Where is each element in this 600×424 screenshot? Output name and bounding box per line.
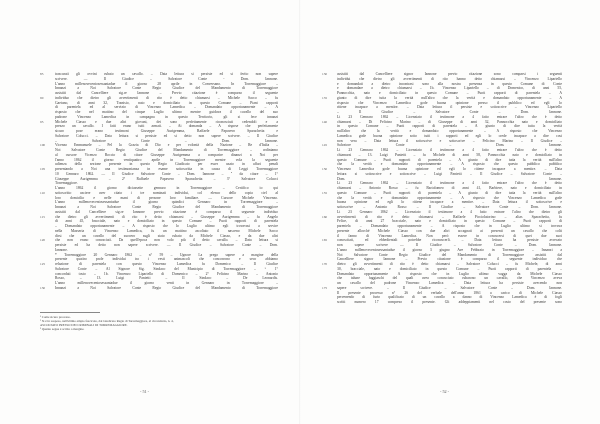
line-text: Salvatore Conte – Al Signore Sig. Sindaco del Municipio di Torremaggiore – ³ 1°: [55, 266, 278, 271]
line-number: 110: [40, 190, 45, 195]
line-number: 115: [40, 214, 45, 219]
line-text: conoscitati, ed ebbedientali potrebbe riconoscerli. – Data lettura ha persiste avrecato: [337, 238, 562, 243]
line-text: chiamarsi – Di Felicino Marino – di Giuseppe di anni 32, Pannocchia nato e domiciliato: [337, 119, 562, 124]
line-number: 105: [40, 167, 46, 171]
line-text: scritti numero 17 compreso il presente. Gli addeppiamenti nel costo del presente sono: [337, 300, 562, 304]
line-text: nella Masseria di Vincenzo Lamedica, fu un mattino ascoltato il nasceno Michele Sacco: [55, 228, 278, 233]
line-text: Lamedica gode buona opinione sotto tutti i rapporti ed egli lo crede incapace a dire cosi: [337, 133, 562, 138]
line-text: in questo Comune – Puoti rapporti di parentela – A giunto di dire tutta la verità: [337, 124, 562, 129]
line-text: non sapere scrivere — Il Giudice – Salvatore Conte – Dom. Iannone.: [337, 243, 562, 247]
text-line: [40, 286, 278, 291]
line-text: pervenendo di furto qualificato di un cavallo a danno di Vincenzo Lamedica è di fogli: [337, 295, 562, 300]
line-text: Vincenzo Lamedica gode buona opinione ed egli lo ritiene incapace a mentire. – Data: [337, 167, 562, 171]
line-text: sottoscritto usciere aver citato i tre nominati individui, col elenco dello copia ciel al: [55, 190, 278, 195]
line-text: Felice, di anni 27 bracciale, nato e domiciliato in questo Comune – Puoti rapporti di: [337, 219, 562, 224]
line-number: 165: [322, 238, 328, 243]
text-line: [322, 300, 562, 305]
line-text: che la verità e domandato opportunamente – A risposto che Vincenzo Lamedica gode: [337, 195, 562, 200]
line-number: 135: [322, 95, 328, 100]
line-number: 145: [322, 143, 328, 148]
line-text: ritiene incapace a mentire. – Data lettura il persiste e sottoscrive – Vincenzo Lipariello: [337, 105, 562, 110]
line-text: Domandato opportunamente A risposto che in Luglio ultimo vagga da Michele Ciasso: [337, 271, 562, 276]
line-text: Michele Ciasso e due altri giovani, dei sono perfettamente riconosciuti cedendoli e a: [55, 119, 278, 124]
line-text: un cavallo del padrone Vincenzo Lamedica – Data lettura ha persiste avecendo non: [337, 281, 562, 285]
line-text: buona opinione ed egli lo ritiene incapace a mentire. – Data lettura il sottoscrive e: [337, 200, 562, 205]
line-text: assistiti dal Cancelliere signor Iannone previo citazione sono comparsi i seguenti: [337, 72, 562, 76]
line-text: presente allorché Michele Ciasso con due altri accagnati ai presenti un cavallo che colti: [337, 228, 562, 233]
line-text: individui che dietro gli avvertimenti di rito hanno detto chiamarsi – Vincenzo Lipariello: [337, 76, 562, 81]
line-number: 120: [40, 238, 46, 243]
line-text: Pannocchia, nato e domiciliato in questo Comune – Puoti rapporti di parentela – A: [337, 91, 562, 95]
line-number: 90: [40, 95, 44, 100]
line-text: di anni 45, bracciale, nato e domiciliato in questo Comune – Puoti rapporti di parentela: [55, 219, 278, 224]
line-text: Noi Salvatore Conte Regio Giudice del Mandamento di Torremaggiore – ordiniamo: [55, 148, 278, 152]
footnote: ² Si è in sospeso, nell'ultimo ampio fascicolo, dal Giudicato Regio di Torremaggiore, al circondario, n. 4,: [40, 319, 174, 324]
line-text: Li 23 Gennaro 1862 – Licenziato il testimone a 4 fatto entrare l'altro che è detto: [337, 148, 562, 152]
line-text: sapere scrivere. – Il Giudice – Salvatore Conte – Dom. Iannone.: [337, 285, 562, 290]
line-text: risposto che nel mattino del cinque Luglio ultimo mentre guidava il cavallo del suo: [55, 110, 278, 114]
line-text: questo Comune – Puoti rapporti di parentela – A giunto di dire tutta la verità null'altro: [337, 157, 562, 162]
line-text: concordati tosto – 1b. Vincenzo Lipariello di Domenico – 2° Felicino Marino – Antonio: [55, 271, 278, 276]
line-number: 160: [322, 214, 328, 219]
line-text: Li 23 Gennaro 1862 – Licenziato il testimone a 4 fatto entrare l'altro che dietro gli: [337, 209, 562, 214]
line-text: null'altro che la verità e domandato opportunamente – A risposto che Vincenzo: [337, 129, 562, 133]
line-text: sicuro pose erano testimoni Giuseppe Aurigemma, Raffaele Papavero Sparachetta e: [55, 129, 278, 133]
line-text: Torremaggiore.: [55, 181, 78, 186]
line-text: che dietro gli avvertimenti di rito è detto chiamarsi – Giuseppe Aurigemma – fu Angelo: [55, 214, 278, 219]
line-number: 125: [40, 262, 46, 266]
line-text: Vicenzo Emmanuele – Pel la Grazia di Dio e per volontà della Nazione – Re d'Italia –: [55, 143, 278, 148]
line-text: L'anno millenovecentosessantadue il giorno 28 aprile in Conversano. In Torremaggiore –: [55, 81, 278, 86]
line-text: e domandare a dietro chiamarsi – 1b. Vincenzo Lipariello – di Domenico, di anni 55,: [337, 86, 562, 91]
line-text: al cursore Vicenzo Roccio di citare Giuseppe Aurigemma a comparire dinanzi a Noi per: [55, 152, 278, 157]
line-number: 100: [40, 143, 46, 148]
line-text: questo Comune – Puoti rapporti di parentela – A giunto di dire tutta la verità null'altro: [337, 190, 562, 195]
line-text: risposto che Vincenzo Lamedica gode buona opinione presso il pubblico ed egli lo: [337, 100, 562, 105]
line-text: di parentela ed al servizio di Vincenzo Lamedica – Domandato opportunamente – A: [55, 105, 278, 110]
line-text: individuo che dietro gli avvertimenti di rito è detto chiamarsi – Michele Sacco – fu: [55, 95, 278, 100]
line-text: Dom. Iannone.: [337, 176, 562, 181]
footnote: ASCOLTATO PRESSO DEI CRIMINALI DI TORREMAGGIORE.: [40, 323, 128, 328]
line-text: L'anno millenovecentosessantadue il giorno 3 giugno Ave Febbraio in Torremaggiore – Innanzi a: [337, 247, 562, 252]
right-text-block: [322, 72, 562, 305]
line-text: che talune fuggiaschi del quali avea conosciuto rubarono un cavallo, che Vincenzo aveva: [337, 276, 562, 281]
line-text: dietro gli avvertimenti di rito è detto chiamarsi – Salvatore Colucci – fu Michele, di anni: [337, 262, 562, 266]
line-text: che la verità e domandato opportunamente – A risposto che questo pubblico pubblico: [337, 162, 562, 167]
line-text: padrone Vincenzo Lamedica in campagna in questo Territorio, gli si fece innanzi: [55, 114, 278, 119]
line-text: Giuseppe Aurigemma – 2° Raffaele Papavero Sparachetta – 3° Salvatore Colucci: [55, 176, 278, 181]
line-text: – Domandato opportunamente – A risposto che lo Luglio ultimo egli trovavasi a servire: [55, 224, 278, 228]
line-text: chiamarsi – Antonio Rosso – fu Bartolomeo di anni 41, Barbiere, nato e domiciliato in: [337, 186, 562, 190]
line-text: Innanzi a Noi Salvatore Conte Regio Giudice del Mandamento di Torremaggiore: [55, 86, 278, 91]
line-text: Salvatore Conte – Dom. Iannone.: [337, 143, 562, 148]
line-text: parentela – Domandato opportunamente – A risposto che in Luglio ultimo si trovava: [337, 224, 562, 228]
line-number: 150: [322, 167, 328, 171]
footnote-rule: [40, 312, 100, 313]
line-number: 170: [322, 262, 328, 266]
line-text: sottoscrive – Antonio Rosso – Il Giudice – Salvatore Conte – Dom. Iannone.: [337, 205, 562, 209]
line-text: assistiti dal Cancelliere sig.re Iannone – Previo citazione è comparso il seguente: [55, 91, 278, 95]
line-text: Rosso, – 13. Luigi Panietti – Il Sindaco – De Leonardis.: [55, 276, 278, 281]
line-text: loro domicilio e nelle mani di persone loro familiare. — Cursore Michele Vincenzo.: [55, 195, 278, 200]
footnote: ¹ Come sicuro processo.: [40, 315, 71, 319]
line-number: 95: [40, 119, 44, 124]
line-text: Noi Salvatore Conte Regio Giudice del Mandamento di Torremaggiore assistiti dal: [337, 252, 562, 257]
line-text: udienza della sezione presente in questo Regio Giudicato per esser usato in affari penali: [55, 162, 278, 167]
line-number: 140: [322, 119, 328, 124]
footnote: ³ Quanto segue è scritto a margine.: [40, 327, 85, 332]
page-number-left: - 51 -: [140, 389, 150, 394]
footnotes: [40, 315, 270, 331]
line-text: Li 23 Gennaro 1862 – Licenziato il testimone a 4 fatto entrare l'altro che è detto: [337, 114, 562, 119]
line-text: Salvatore Colucci. – Data lettura si persiste ed si detto non sapere scrivere. – Il Giudice: [55, 133, 278, 138]
line-text: chiamarsi – 13. Luigi Panietti – fu Michele di anni 58, Pannocchia nato e domiciliato in: [337, 152, 562, 157]
line-text: Li 23 Gennaro 1862 – Licenziato il testimone a 4 fatto entrare l'altro che è detto: [337, 181, 562, 186]
line-text: presente quattro prole individui tra i vesti animascoli che concorrono e seco abbiamo: [55, 257, 278, 262]
line-number: 130: [322, 72, 328, 76]
line-text: Cancelliere signor Iannone – Previo citazione è comparso il seguente individuo che: [337, 257, 562, 262]
line-text: L'anno 1862 il giorno diciassette gennaro in Torremaggiore – Certifico io qui: [55, 186, 278, 190]
line-text: prezzo un cavallo. I fatti erano tutti armati. – Ai domanda – A rispose che perfettamente: [55, 124, 278, 129]
line-text: 10 Gennaro 1862. — Il Giudice Salvatore Conte – Dom. Iannone – " da citare – 1°: [55, 171, 278, 176]
line-text: Innanzi a Noi Salvatore Conte Regio Giudice del Mandamento di Torremaggiore: [55, 285, 278, 290]
line-text: Innanzi a Noi Salvatore Conte Regio Giudice del Mandamento di Torremaggiore: [55, 205, 278, 209]
line-number: 85: [40, 72, 44, 76]
line-text: relazione di parentela con questo Vincenzo Lamedica fu Domenico – Il Giudice: [55, 262, 278, 266]
line-text: giunto di dire tutta la verità null'altro che la verità e domandato opportunamente – A: [337, 95, 562, 100]
page-number-right: - 52 -: [440, 389, 450, 394]
line-text: Gaetano, di anni 32, Tranisio, nato e domiciliato in questo Comune – Piani rapporti: [55, 100, 278, 105]
line-text: L'anno millenovecentosessantadue il giorno venti in Gennaro in Torremaggiore –: [55, 281, 278, 285]
line-text: lettura si sottoscrive e sottoscrive – Luigi Panietti – Il Giudice – Salvatore Conte –: [337, 171, 562, 176]
line-text: dirsi che un cavallo del suocero sugli stato rubato da Michele Ciasso, e da due altri: [55, 233, 278, 238]
line-text: scrivere. — Il Giudice – Salvatore Conte - Dom. Iannone.: [55, 76, 278, 81]
line-text: l'anno 1862 il giorno ventiquattro aprile in Torremaggiore mentre vola la seguente: [55, 157, 278, 162]
line-text: * Torremaggiore 20 Gennaro 1862 – n° 59 – Ugnore La prego sapere a margine della: [55, 252, 278, 257]
line-text: L'anno millenovecentosessantadue il giorno quindici Gennaro in Torremaggiore –: [55, 200, 278, 205]
line-text: – Salvatore Conte – Dom. Iannone.: [55, 138, 278, 143]
right-page: [300, 0, 600, 424]
line-text: e domandati a dietro incontrasi sono alla nostra presenza in questo Comune di Conte: [337, 81, 562, 86]
line-text: assistiti dal Cancelliere sig.re Iannone previo citazione è comparso il seguente individuo: [55, 209, 278, 214]
line-text: Il presente processo n° 26 del verbale dell'anno 1861 a carico di Michele Ciasso: [337, 290, 562, 295]
line-text: il fanno di Vincenzo Lamedica. Non però essere in conoscersi di quei due suoi: [337, 233, 562, 238]
line-number: 175: [322, 285, 328, 290]
line-text: avvertimenti di rito è detto chiamarsi – Raffaele Picciolatorino – alias Sparachetta, fu: [337, 214, 562, 219]
line-text: 30, bracciale, nato e domiciliato in questo Comune – Puoti rapporti di parentela –: [337, 266, 562, 271]
line-text: non vera – Data lettura il sottoscrive e sottoscrive – Felicino Marino – Il Giudice –: [337, 138, 562, 143]
left-text-block: [40, 72, 278, 291]
line-text: Iannone.: [55, 247, 68, 252]
line-text: persiste ed ha detto non sapere scrivere. — Il Giudice – Salvatore Conte – Dom.: [55, 243, 278, 247]
line-number: 130: [40, 285, 46, 290]
line-text: che non erano conosciuti. Da quell'epoca non volo più il detto cavallo. – Data lettura si: [55, 238, 278, 243]
line-text: trascurati gli ovvini rubato un cavallo. – Data lettura si persiste ed si ferito non sapere: [55, 72, 278, 76]
line-text: – Il Giudice – Salvatore Conte – Dom. Iannone.: [337, 110, 562, 114]
line-text: presentando a Noi una testimonianza in esame sottoscritta in causa di Leggi Torremaggiore: [55, 167, 278, 171]
line-number: 155: [322, 190, 328, 195]
